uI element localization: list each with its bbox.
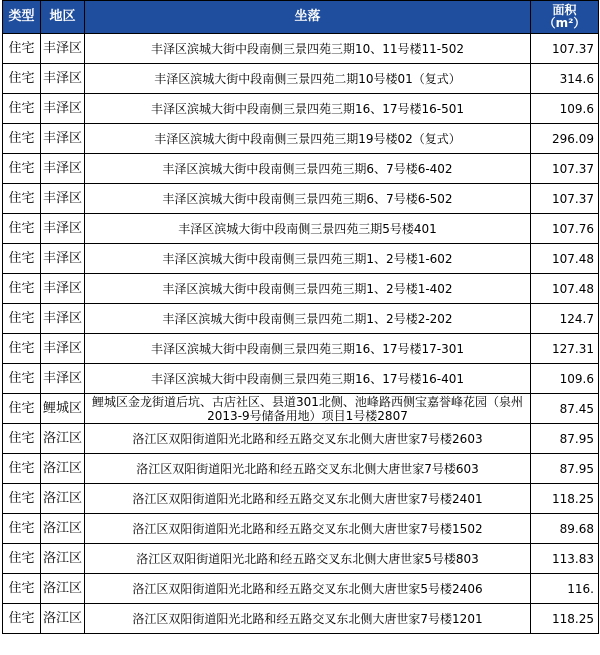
cell-size: 107.48 (531, 274, 599, 304)
cell-size: 314.6 (531, 64, 599, 94)
cell-type: 住宅 (3, 274, 41, 304)
cell-type: 住宅 (3, 214, 41, 244)
cell-address: 洛江区双阳街道阳光北路和经五路交叉东北侧大唐世家7号楼2401 (85, 484, 531, 514)
cell-area: 洛江区 (41, 544, 85, 574)
table-row (3, 124, 599, 154)
header-size (531, 1, 599, 34)
header-size-unit: （m²） (543, 16, 586, 30)
header-row (3, 1, 599, 34)
table-row (3, 484, 599, 514)
cell-type: 住宅 (3, 244, 41, 274)
header-area: 地区 (41, 1, 85, 34)
cell-area: 丰泽区 (41, 274, 85, 304)
cell-type: 住宅 (3, 604, 41, 634)
table-header (3, 1, 599, 34)
cell-address: 丰泽区滨城大街中段南侧三景四苑三期16、17号楼16-401 (85, 364, 531, 394)
table-row (3, 34, 599, 64)
cell-address: 洛江区双阳街道阳光北路和经五路交叉东北侧大唐世家7号楼2603 (85, 424, 531, 454)
cell-size: 127.31 (531, 334, 599, 364)
cell-address: 丰泽区滨城大街中段南侧三景四苑二期10号楼01（复式） (85, 64, 531, 94)
cell-address: 丰泽区滨城大街中段南侧三景四苑三期1、2号楼1-402 (85, 274, 531, 304)
cell-address: 洛江区双阳街道阳光北路和经五路交叉东北侧大唐世家7号楼1201 (85, 604, 531, 634)
cell-address: 鲤城区金龙街道后坑、古店社区、县道301北侧、池峰路西侧宝嘉誉峰花园（泉州2013-9号储备用地）项目1号楼2807 (85, 394, 531, 424)
table-row (3, 604, 599, 634)
cell-type: 住宅 (3, 364, 41, 394)
table-row (3, 514, 599, 544)
cell-type: 住宅 (3, 34, 41, 64)
cell-area: 丰泽区 (41, 214, 85, 244)
cell-area: 洛江区 (41, 454, 85, 484)
cell-type: 住宅 (3, 424, 41, 454)
cell-address: 丰泽区滨城大街中段南侧三景四苑三期1、2号楼1-602 (85, 244, 531, 274)
cell-type: 住宅 (3, 94, 41, 124)
cell-area: 洛江区 (41, 574, 85, 604)
cell-type: 住宅 (3, 394, 41, 424)
cell-size: 124.7 (531, 304, 599, 334)
cell-address: 洛江区双阳街道阳光北路和经五路交叉东北侧大唐世家5号楼2406 (85, 574, 531, 604)
cell-area: 丰泽区 (41, 334, 85, 364)
cell-type: 住宅 (3, 574, 41, 604)
header-size-label: 面积 (552, 3, 577, 17)
cell-type: 住宅 (3, 184, 41, 214)
cell-type: 住宅 (3, 454, 41, 484)
cell-area: 丰泽区 (41, 304, 85, 334)
cell-area: 丰泽区 (41, 94, 85, 124)
cell-size: 118.25 (531, 604, 599, 634)
cell-size: 118.25 (531, 484, 599, 514)
cell-address: 丰泽区滨城大街中段南侧三景四苑三期16、17号楼16-501 (85, 94, 531, 124)
cell-size: 116. (531, 574, 599, 604)
table-body (3, 34, 599, 634)
cell-size: 87.95 (531, 454, 599, 484)
cell-type: 住宅 (3, 304, 41, 334)
cell-size: 113.83 (531, 544, 599, 574)
cell-type: 住宅 (3, 64, 41, 94)
cell-address: 丰泽区滨城大街中段南侧三景四苑三期6、7号楼6-502 (85, 184, 531, 214)
table-row (3, 274, 599, 304)
table-row (3, 154, 599, 184)
cell-type: 住宅 (3, 514, 41, 544)
cell-size: 107.37 (531, 184, 599, 214)
cell-address: 洛江区双阳街道阳光北路和经五路交叉东北侧大唐世家7号楼603 (85, 454, 531, 484)
cell-area: 洛江区 (41, 514, 85, 544)
cell-area: 丰泽区 (41, 34, 85, 64)
table-row (3, 214, 599, 244)
cell-area: 鲤城区 (41, 394, 85, 424)
cell-size: 107.37 (531, 154, 599, 184)
cell-type: 住宅 (3, 334, 41, 364)
cell-size: 107.48 (531, 244, 599, 274)
cell-area: 丰泽区 (41, 364, 85, 394)
cell-size: 296.09 (531, 124, 599, 154)
table-row (3, 544, 599, 574)
cell-size: 109.6 (531, 94, 599, 124)
cell-size: 89.68 (531, 514, 599, 544)
property-table (2, 0, 599, 634)
table-row (3, 244, 599, 274)
cell-area: 洛江区 (41, 484, 85, 514)
cell-address: 丰泽区滨城大街中段南侧三景四苑二期1、2号楼2-202 (85, 304, 531, 334)
header-address: 坐落 (85, 1, 531, 34)
cell-area: 丰泽区 (41, 244, 85, 274)
table-row (3, 334, 599, 364)
cell-area: 丰泽区 (41, 154, 85, 184)
cell-size: 109.6 (531, 364, 599, 394)
table-row (3, 574, 599, 604)
table-row (3, 364, 599, 394)
table-row (3, 454, 599, 484)
cell-address: 丰泽区滨城大街中段南侧三景四苑三期16、17号楼17-301 (85, 334, 531, 364)
cell-area: 丰泽区 (41, 184, 85, 214)
table-row (3, 424, 599, 454)
cell-area: 洛江区 (41, 604, 85, 634)
cell-type: 住宅 (3, 484, 41, 514)
header-type: 类型 (3, 1, 41, 34)
table-row (3, 394, 599, 424)
cell-area: 丰泽区 (41, 64, 85, 94)
table-row (3, 304, 599, 334)
cell-area: 洛江区 (41, 424, 85, 454)
cell-address: 丰泽区滨城大街中段南侧三景四苑三期5号楼401 (85, 214, 531, 244)
cell-size: 107.37 (531, 34, 599, 64)
cell-address: 洛江区双阳街道阳光北路和经五路交叉东北侧大唐世家7号楼1502 (85, 514, 531, 544)
table-row (3, 184, 599, 214)
cell-address: 洛江区双阳街道阳光北路和经五路交叉东北侧大唐世家5号楼803 (85, 544, 531, 574)
cell-size: 107.76 (531, 214, 599, 244)
cell-type: 住宅 (3, 544, 41, 574)
table-row (3, 94, 599, 124)
table-row (3, 64, 599, 94)
cell-size: 87.45 (531, 394, 599, 424)
cell-type: 住宅 (3, 154, 41, 184)
cell-size: 87.95 (531, 424, 599, 454)
cell-address: 丰泽区滨城大街中段南侧三景四苑三期6、7号楼6-402 (85, 154, 531, 184)
cell-address: 丰泽区滨城大街中段南侧三景四苑三期10、11号楼11-502 (85, 34, 531, 64)
cell-area: 丰泽区 (41, 124, 85, 154)
cell-address: 丰泽区滨城大街中段南侧三景四苑三期19号楼02（复式） (85, 124, 531, 154)
cell-type: 住宅 (3, 124, 41, 154)
